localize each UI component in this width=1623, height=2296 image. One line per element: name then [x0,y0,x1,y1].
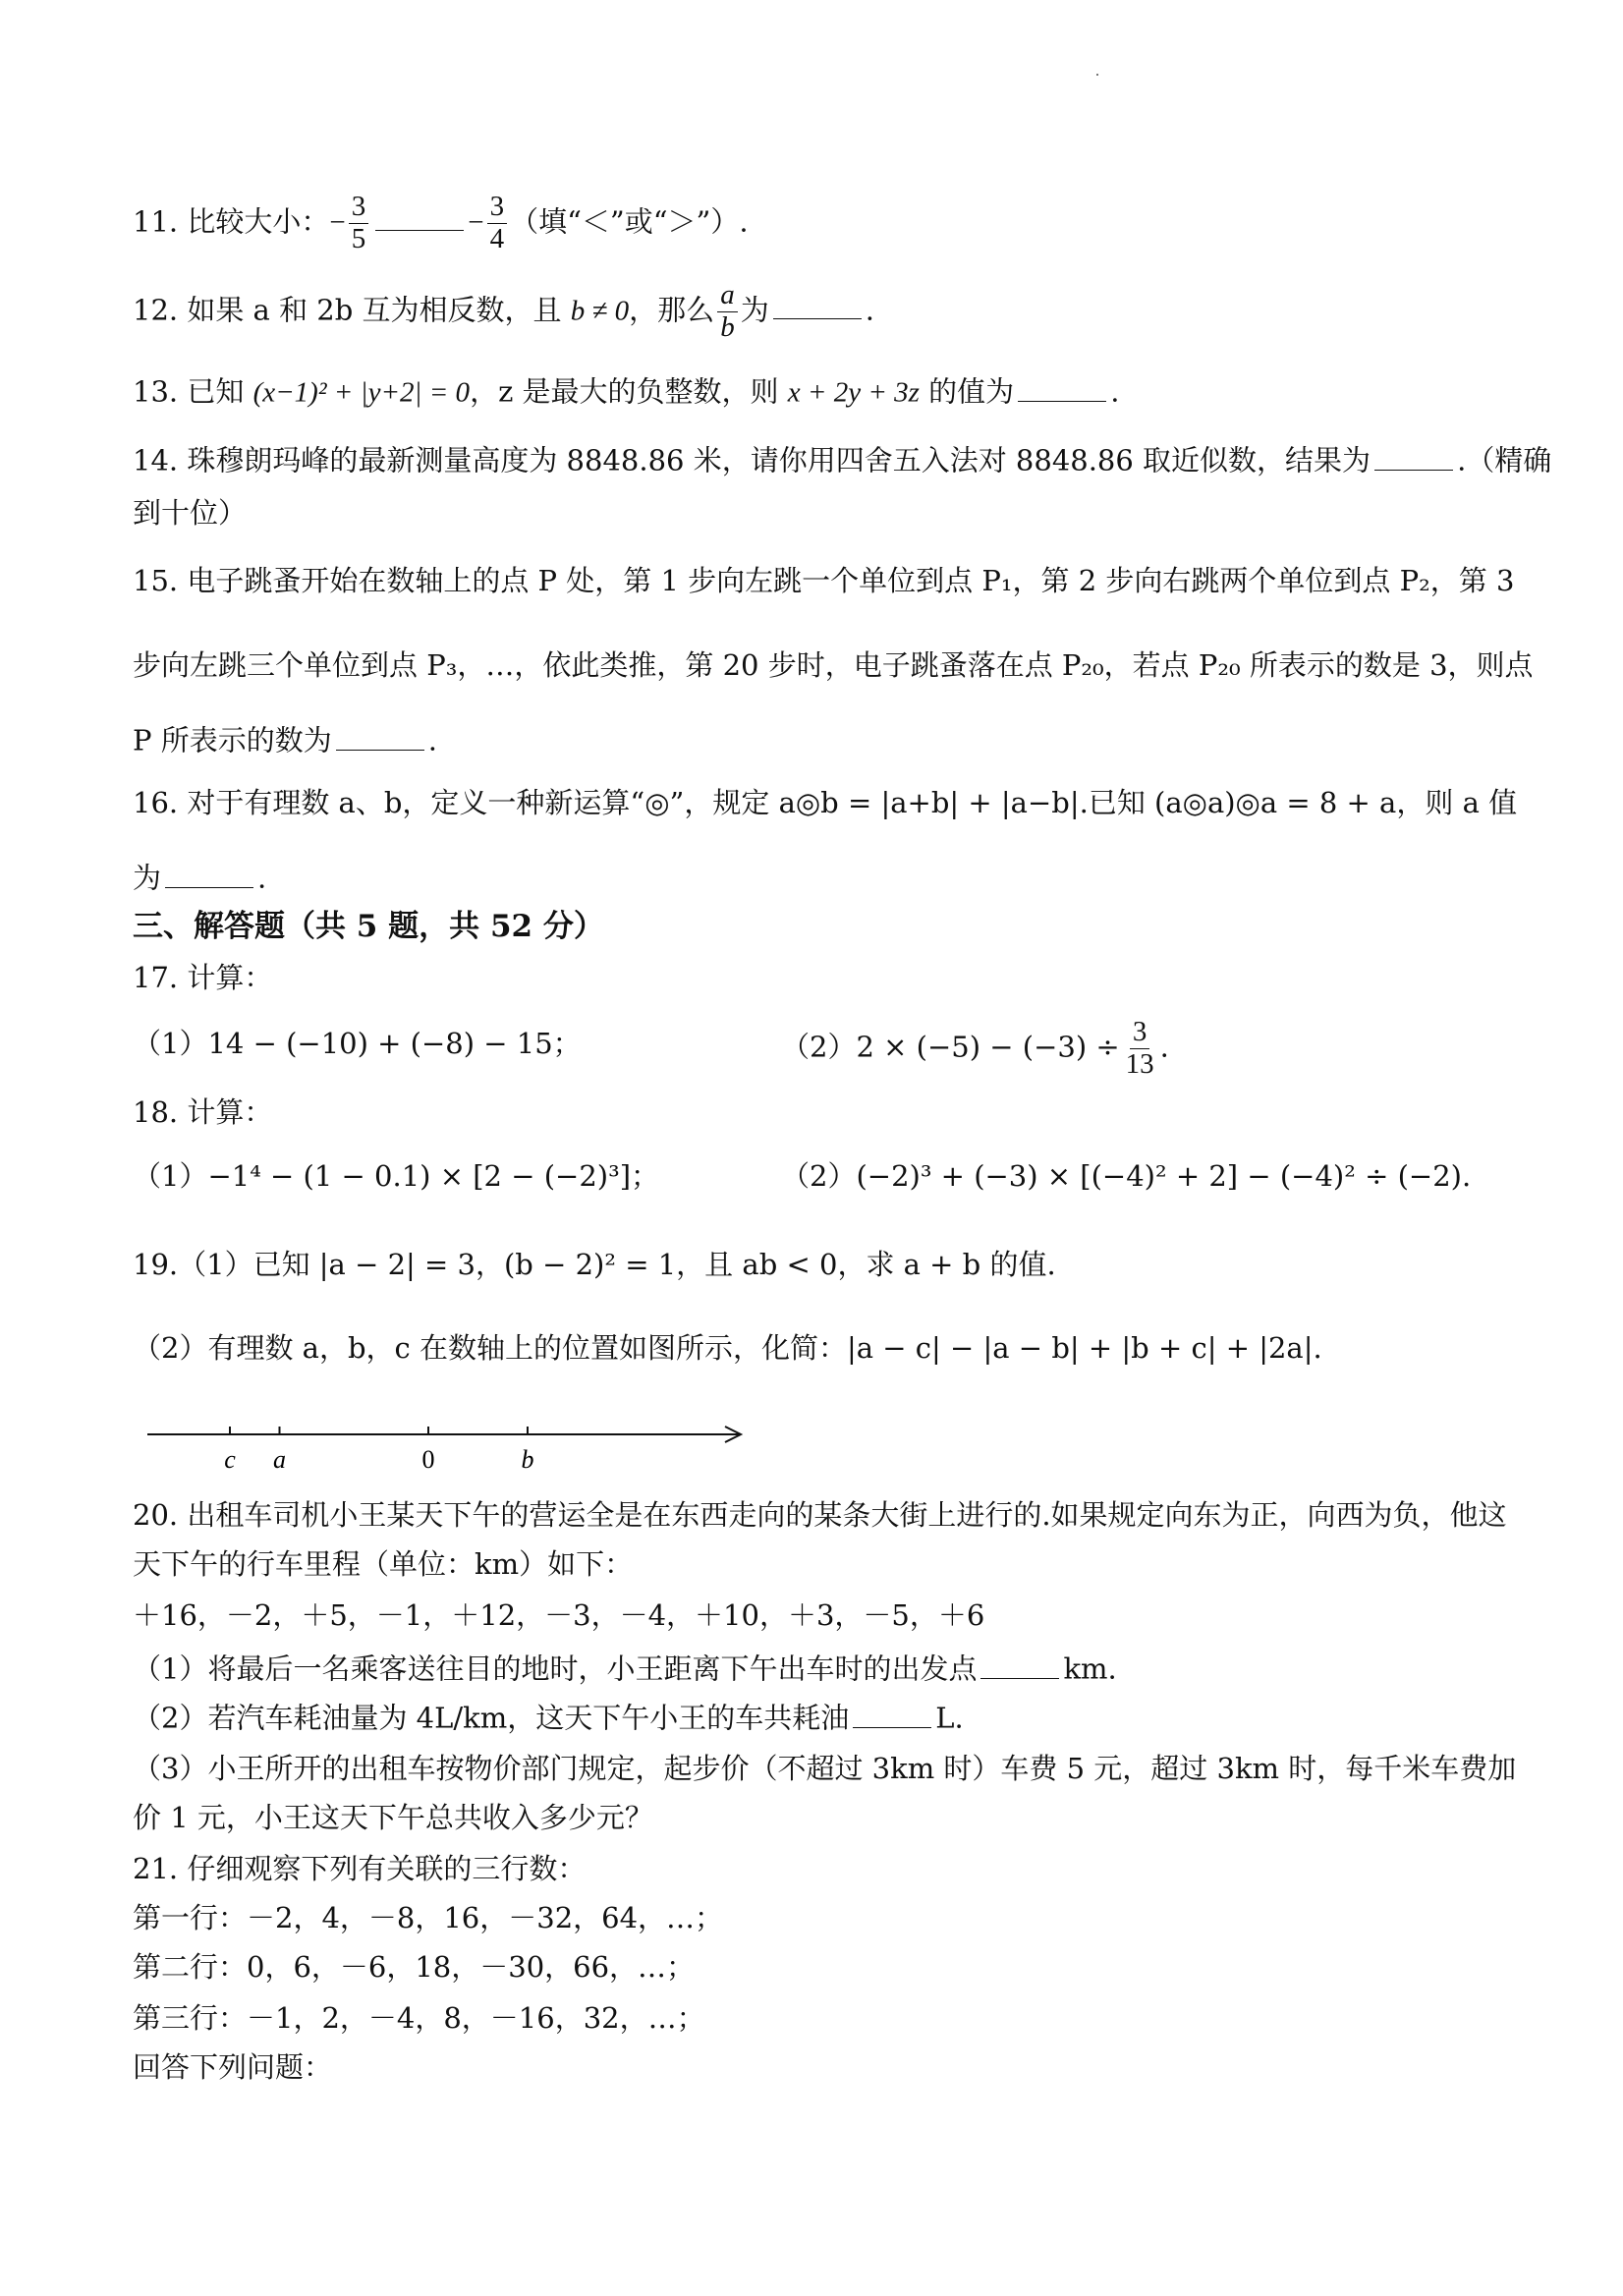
answer-blank[interactable] [1018,373,1106,402]
answer-blank[interactable] [336,722,424,751]
sequence-row-3: 第三行：－1，2，－4，8，－16，32，…； [133,2001,705,2035]
question-18-part-2: （2）(−2)³ + (−3) × [(−4)² + 2] − (−4)² ÷ (−2). [781,1159,1472,1193]
question-18-part-1: （1）−1⁴ − (1 − 0.1) × [2 − (−2)³]； [133,1159,660,1193]
question-text: 比较大小： [187,204,330,239]
tick-label-b: b [521,1445,534,1474]
question-text: P 所表示的数为 [133,723,332,757]
tick-label-a: a [273,1445,286,1474]
punctuation: . [427,723,437,757]
sequence-row-2: 第二行：0，6，－6，18，－30，66，…； [133,1950,696,1984]
question-12 [133,280,874,344]
question-20-part-3-line-1: （3）小王所开的出租车按物价部门规定，起步价（不超过 3km 时）车费 5 元，超过 3km 时，每千米车费加 [133,1752,1517,1785]
question-16-line-1: 16. 对于有理数 a、b，定义一种新运算“◎”，规定 a◎b = |a+b| + |a−b|.已知 (a◎a)◎a = 8 + a，则 a 值 [133,786,1518,819]
question-21-prompt: 回答下列问题： [133,2050,333,2084]
question-21-title: 21. 仔细观察下列有关联的三行数： [133,1852,587,1885]
question-19-line-1: 19.（1）已知 |a − 2| = 3，(b − 2)² = 1，且 ab < 0，求 a + b 的值. [133,1248,1056,1281]
question-17-part-2 [781,1017,1169,1081]
number-line-figure [138,1405,766,1484]
question-16-line-2 [133,860,266,895]
question-text: （2）若汽车耗油量为 4L/km，这天下午小王的车共耗油 [133,1701,850,1735]
question-text: 14. 珠穆朗玛峰的最新测量高度为 8848.86 米，请你用四舍五入法对 8848.86 取近似数，结果为 [133,443,1371,477]
question-20-part-3-line-2: 价 1 元，小王这天下午总共收入多少元？ [133,1801,653,1834]
tick-label-c: c [224,1445,236,1474]
fraction-3-over-13: $\frac{3}{13}$ [1125,1016,1154,1080]
question-text: 如果 a 和 2b 互为相反数，且 [187,293,562,327]
answer-blank[interactable] [1374,442,1453,471]
punctuation: . [1159,1030,1169,1064]
question-13 [133,373,1119,410]
math-expression: x + 2y + 3z [787,376,920,409]
question-text: （1）将最后一名乘客送往目的地时，小王距离下午出车时的出发点 [133,1652,978,1686]
question-text: 已知 [187,374,245,409]
sequence-row-1: 第一行：－2，4，－8，16，－32，64，…； [133,1901,724,1934]
question-14-line-1 [133,442,1551,477]
punctuation: . [1110,374,1120,409]
question-number: 13. [133,374,179,409]
question-20-line-2: 天下午的行车里程（单位：km）如下： [133,1547,634,1581]
answer-blank[interactable] [853,1700,931,1728]
question-20-line-1: 20. 出租车司机小王某天下午的营运全是在东西走向的某条大街上进行的.如果规定向东为正，向西为负，他这 [133,1498,1507,1532]
unit-label: km. [1063,1652,1117,1686]
question-number: 11. [133,204,179,239]
answer-blank[interactable] [773,292,862,320]
question-text: 为 [133,861,162,895]
question-14-line-2: 到十位） [133,496,248,530]
question-text: ，z 是最大的负整数，则 [470,374,779,409]
question-11: 11. 比较大小：− $\frac{3}{5}$ − $\frac{3}{4}$ （填“＜”或“＞”）. [133,191,749,254]
answer-blank[interactable] [165,860,253,888]
page-mark [1096,74,1098,76]
question-20-part-2 [133,1700,964,1735]
question-15-line-2: 步向左跳三个单位到点 P₃，…，依此类推，第 20 步时，电子跳蚤落在点 P₂₀，若点 P₂₀ 所表示的数是 3，则点 [133,648,1534,682]
question-hint: （填“＜”或“＞”）. [510,204,749,239]
question-17-title: 17. 计算： [133,961,273,994]
question-text: .（精确 [1457,443,1552,477]
question-number: 12. [133,293,179,327]
math-expression: (x−1)² + |y+2| = 0 [252,376,471,409]
question-text: 为 [740,293,769,327]
punctuation: . [865,293,874,327]
fraction-2: $\frac{3}{4}$ [487,192,508,255]
question-18-title: 18. 计算： [133,1095,273,1129]
section-heading: 三、解答题（共 5 题，共 52 分） [133,909,604,944]
tick-label-0: 0 [421,1445,435,1474]
question-19-line-2: （2）有理数 a，b，c 在数轴上的位置如图所示，化简：|a − c| − |a − b| + |b + c| + |2a|. [133,1331,1322,1365]
question-text: ，那么 [629,293,715,327]
question-15-line-3 [133,722,437,757]
question-15-line-1: 15. 电子跳蚤开始在数轴上的点 P 处，第 1 步向左跳一个单位到点 P₁，第 2 步向右跳两个单位到点 P₂，第 3 [133,564,1515,597]
answer-blank[interactable] [980,1651,1059,1679]
question-text: （2）2 × (−5) − (−3) ÷ [781,1030,1120,1064]
question-text: 的值为 [928,374,1015,409]
punctuation: . [257,861,267,895]
answer-blank[interactable] [375,203,464,232]
fraction-1: $\frac{3}{5}$ [349,192,369,255]
question-17-part-1: （1）14 − (−10) + (−8) − 15； [133,1027,582,1060]
question-20-part-1 [133,1651,1117,1686]
mileage-record: ＋16，－2，＋5，－1，＋12，－3，－4，＋10，＋3，－5，＋6 [133,1598,985,1632]
unit-label: L. [935,1701,964,1735]
fraction-a-over-b: $\frac{a}{b}$ [717,280,738,344]
math-condition: b ≠ 0 [570,295,630,327]
